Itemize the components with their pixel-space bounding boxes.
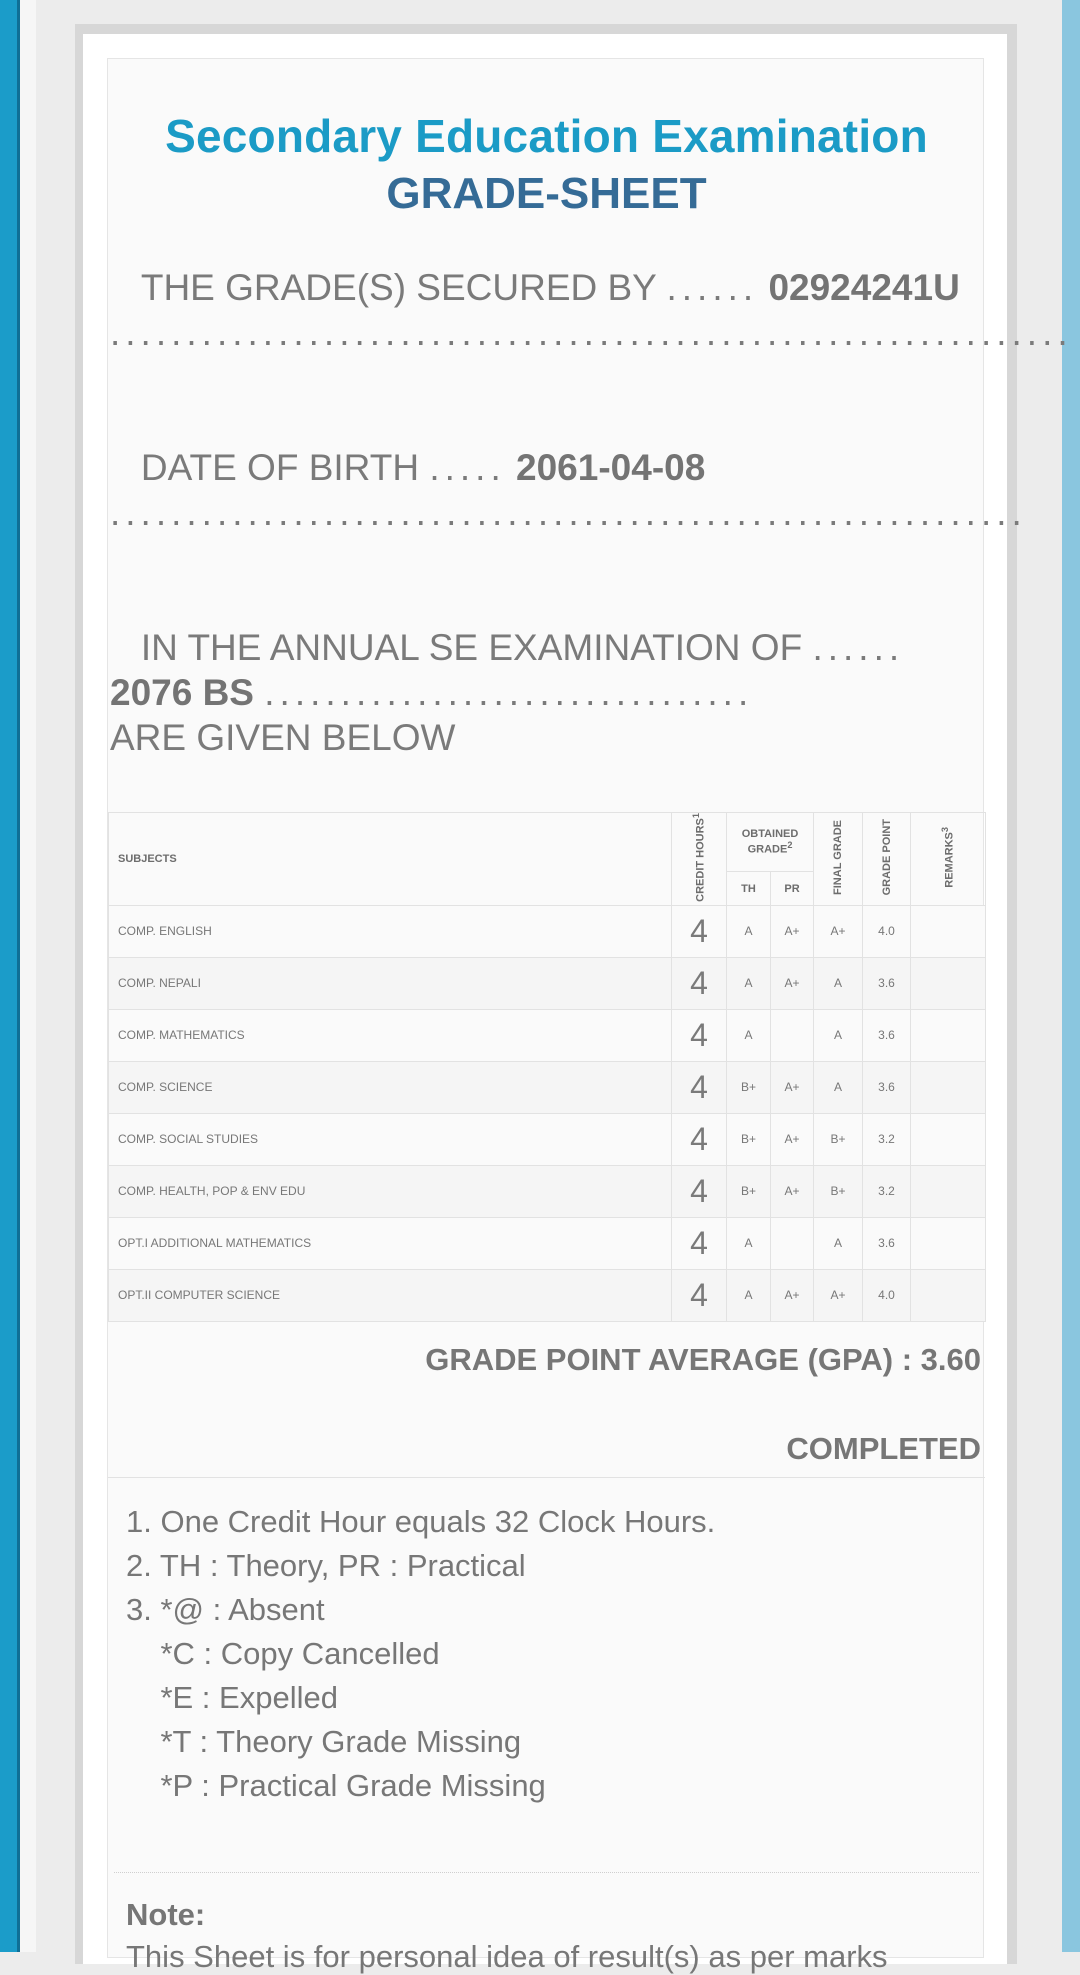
grade-point: 3.2	[863, 1113, 911, 1165]
credit-hours: 4	[672, 1009, 727, 1061]
grade-sheet	[107, 58, 1073, 1974]
remarks	[911, 1113, 986, 1165]
grade-sheet-subtitle: GRADE-SHEET	[386, 169, 707, 218]
subject-name: COMP. SCIENCE	[109, 1061, 672, 1113]
note-item: *T : Theory Grade Missing	[126, 1724, 522, 1759]
table-row	[109, 1217, 986, 1269]
remarks	[911, 1165, 986, 1217]
subject-name: OPT.I ADDITIONAL MATHEMATICS	[109, 1217, 672, 1269]
theory-grade: B+	[727, 1113, 771, 1165]
grade-point: 3.6	[863, 957, 911, 1009]
exam-label: IN THE ANNUAL SE EXAMINATION OF	[140, 627, 803, 668]
theory-grade: A	[727, 957, 771, 1009]
final-grade: A+	[814, 905, 863, 957]
theory-grade: A	[727, 1217, 771, 1269]
theory-grade: A	[727, 1269, 771, 1321]
theory-grade: A	[727, 1009, 771, 1061]
theory-grade: B+	[727, 1165, 771, 1217]
remarks	[911, 1269, 986, 1321]
credit-hours: 4	[672, 1165, 727, 1217]
table-row	[109, 1061, 986, 1113]
right-edge-bar	[1062, 0, 1080, 1952]
remarks-header: REMARKS$^3$	[911, 813, 986, 906]
remarks	[911, 1061, 986, 1113]
grade-point: 3.6	[863, 1009, 911, 1061]
remarks	[911, 957, 986, 1009]
grade-point: 4.0	[863, 905, 911, 957]
remarks	[911, 905, 986, 957]
symbol-number: 02924241U	[768, 267, 960, 308]
practical-grade	[771, 1217, 814, 1269]
grade-point: 4.0	[863, 1269, 911, 1321]
final-grade-header: FINAL GRADE	[814, 813, 863, 906]
subject-name: OPT.II COMPUTER SCIENCE	[109, 1269, 672, 1321]
grade-point-header: GRADE POINT	[863, 813, 911, 906]
table-row	[109, 1009, 986, 1061]
grade-point: 3.6	[863, 1217, 911, 1269]
dob-line: DATE OF BIRTH ..... 2061-04-08 ............................................................	[110, 447, 1027, 533]
result-status: COMPLETED	[786, 1431, 981, 1466]
remarks	[911, 1009, 986, 1061]
credit-hours: 4	[672, 1113, 727, 1165]
subjects-header: SUBJECTS	[109, 813, 672, 906]
notes-section	[108, 1477, 985, 1878]
exam-year: 2076 BS	[110, 672, 254, 713]
practical-grade: A+	[771, 905, 814, 957]
pr-header: PR	[771, 872, 814, 906]
theory-grade: B+	[727, 1061, 771, 1113]
final-grade: B+	[814, 1113, 863, 1165]
dob-label: DATE OF BIRTH	[140, 447, 420, 488]
final-grade: A	[814, 1009, 863, 1061]
practical-grade: A+	[771, 957, 814, 1009]
secured-by-line: THE GRADE(S) SECURED BY ...... 02924241U ...............................................................	[110, 267, 1073, 353]
table-row	[109, 1269, 986, 1321]
exam-title: Secondary Education Examination	[165, 110, 928, 162]
gpa-summary: GRADE POINT AVERAGE (GPA) : 3.60	[425, 1342, 981, 1377]
note-item: *C : Copy Cancelled	[126, 1636, 440, 1671]
final-grade: A	[814, 957, 863, 1009]
table-row	[109, 1113, 986, 1165]
notes-list	[126, 1500, 715, 1808]
note-item: 2. TH : Theory, PR : Practical	[126, 1548, 526, 1583]
note-text: This Sheet is for personal idea of result(s) as per marks	[126, 1939, 888, 1974]
left-rail	[20, 0, 36, 1952]
table-row	[109, 905, 986, 957]
remarks	[911, 1217, 986, 1269]
practical-grade: A+	[771, 1269, 814, 1321]
credit-hours: 4	[672, 1269, 727, 1321]
subject-name: COMP. HEALTH, POP & ENV EDU	[109, 1165, 672, 1217]
subject-name: COMP. ENGLISH	[109, 905, 672, 957]
credit-hours-header: CREDIT HOURS$^1$	[672, 813, 727, 906]
note-item: *E : Expelled	[126, 1680, 338, 1715]
left-edge-bar	[0, 0, 20, 1952]
th-header: TH	[727, 872, 771, 906]
date-of-birth: 2061-04-08	[516, 447, 706, 488]
final-grade: A	[814, 1217, 863, 1269]
final-grade: A+	[814, 1269, 863, 1321]
note-heading: Note:	[126, 1897, 206, 1932]
credit-hours: 4	[672, 957, 727, 1009]
grades-table	[108, 812, 986, 1322]
exam-suffix: ARE GIVEN BELOW	[110, 717, 456, 758]
practical-grade: A+	[771, 1165, 814, 1217]
exam-line: IN THE ANNUAL SE EXAMINATION OF ...... 2076 BS ................................ ARE GIVEN BELOW	[110, 627, 905, 758]
secured-by-label: THE GRADE(S) SECURED BY	[140, 267, 657, 308]
credit-hours: 4	[672, 1061, 727, 1113]
grade-point: 3.2	[863, 1165, 911, 1217]
subject-name: COMP. SOCIAL STUDIES	[109, 1113, 672, 1165]
credit-hours: 4	[672, 1217, 727, 1269]
notes-divider	[114, 1872, 979, 1873]
grade-point: 3.6	[863, 1061, 911, 1113]
obtained-grade-header: OBTAINED GRADE$^2$	[727, 813, 814, 872]
subject-name: COMP. NEPALI	[109, 957, 672, 1009]
practical-grade: A+	[771, 1061, 814, 1113]
note-item: *P : Practical Grade Missing	[126, 1768, 546, 1803]
practical-grade: A+	[771, 1113, 814, 1165]
theory-grade: A	[727, 905, 771, 957]
note-item: 3. *@ : Absent	[126, 1592, 325, 1627]
final-grade: B+	[814, 1165, 863, 1217]
subject-name: COMP. MATHEMATICS	[109, 1009, 672, 1061]
note-item: 1. One Credit Hour equals 32 Clock Hours.	[126, 1504, 716, 1539]
credit-hours: 4	[672, 905, 727, 957]
final-grade: A	[814, 1061, 863, 1113]
practical-grade	[771, 1009, 814, 1061]
table-row	[109, 1165, 986, 1217]
table-row	[109, 957, 986, 1009]
